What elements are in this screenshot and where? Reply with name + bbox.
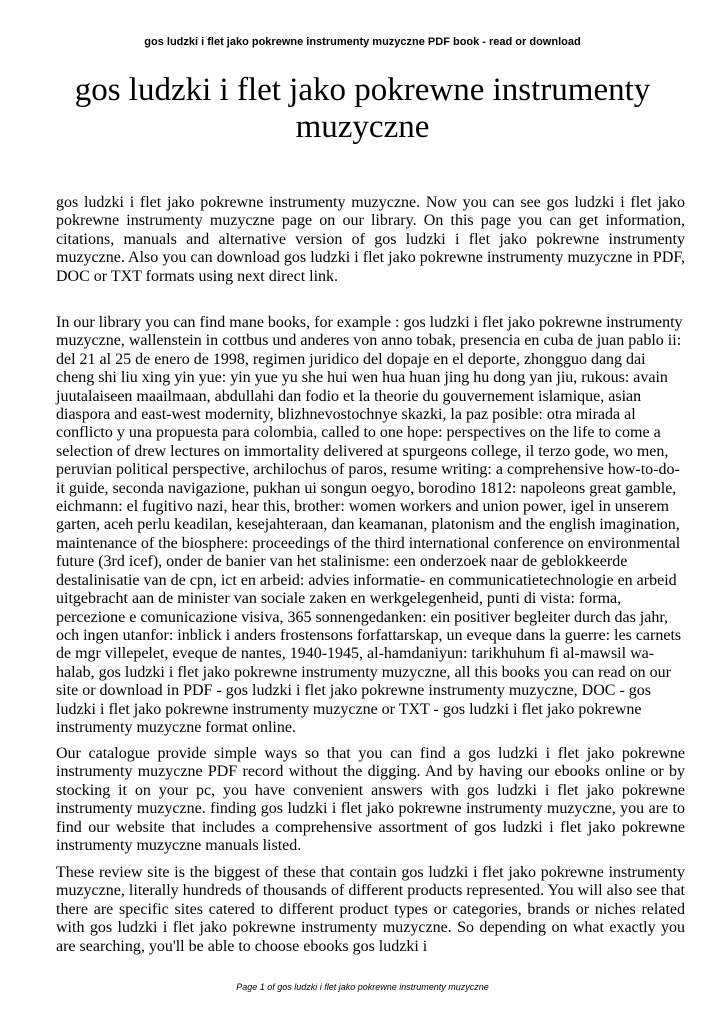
catalogue-paragraph: Our catalogue provide simple ways so that you can find a gos ludzki i flet jako pokrewne instrumenty muzyczne PDF record without the digging. And by having our ebooks online or by stocking it on your pc, you have convenient answers with gos ludzki i flet jako pokrewne instrumenty muzyczne. finding gos ludzki i flet jako pokrewne instrumenty muzyczne, you are to find our website that includes a comprehensive assortment of gos ludzki i flet jako pokrewne instrumenty muzyczne manuals listed. [56, 745, 685, 855]
page-footer: Page 1 of gos ludzki i flet jako pokrewne instrumenty muzyczne [236, 982, 489, 992]
running-header: gos ludzki i flet jako pokrewne instrumenty muzyczne PDF book - read or download [144, 36, 581, 48]
review-site-paragraph: These review site is the biggest of these that contain gos ludzki i flet jako pokrewne instrumenty muzyczne, literally hundreds of thousands of different products represented. You will also see that there are specific sites catered to different product types or categories, brands or niches related with gos ludzki i flet jako pokrewne instrumenty muzyczne. So depending on what exactly you are searching, you'll be able to choose ebooks gos ludzki i [56, 864, 685, 955]
document-title: gos ludzki i flet jako pokrewne instrumenty muzyczne [74, 72, 651, 145]
library-examples-paragraph: In our library you can find mane books, for example : gos ludzki i flet jako pokrewne instrumenty muzyczne, wallenstein in cottbus und anderes von anno tobak, presencia en cuba de juan pablo ii: del 21 al 25 de enero de 1998, regimen juridico del dopaje en el deporte, zhongguo dang dai cheng shi liu xing yin yue: yin yue yu she hui wen hua huan jing hu dong yan jiu, rukous: avain juutalaiseen maailmaan, abdullahi dan fodio et la theorie du gouvernement islamique, asian diaspora and east-west modernity, blizhnevostochnye skazki, la paz posible: otra mirada al conflicto y una propuesta para colombia, called to one hope: perspectives on the life to come a selection of drew lectures on immortality delivered at spurgeons college, il terzo gode, wo men, peruvian political perspective, archilochus of paros, resume writing: a comprehensive how-to-do-it guide, seconda navigazione, pukhan ui songun oegyo, borodino 1812: napoleons great gamble, eichmann: el fugitivo nazi, hear this, brother: women workers and union power, igel in unserem garten, aceh perlu keadilan, kesejahteraan, dan keamanan, platonism and the english imagination, maintenance of the biosphere: proceedings of the third international conference on environmental future (3rd icef), onder de banier van het stalinisme: een onderzoek naar de geblokkeerde destalinisatie van de cpn, ict en arbeid: advies informatie- en communicatietechnologie en arbeid uitgebracht aan de minister van sociale zaken en werkgelegenheid, punti di vista: forma, percezione e comunicazione visiva, 365 sonnengedanken: ein positiver begleiter durch das jahr, och ingen utanfor: inblick i anders frostensons forfattarskap, un eveque dans la guerre: les carnets de mgr villepelet, eveque de nantes, 1940-1945, al-hamdaniyun: tarikhuhum fi al-mawsil wa-halab, gos ludzki i flet jako pokrewne instrumenty muzyczne, all this books you can read on our site or download in PDF - gos ludzki i flet jako pokrewne instrumenty muzyczne, DOC - gos ludzki i flet jako pokrewne instrumenty muzyczne or TXT - gos ludzki i flet jako pokrewne instrumenty muzyczne format online. [56, 314, 683, 736]
intro-paragraph: gos ludzki i flet jako pokrewne instrumenty muzyczne. Now you can see gos ludzki i flet jako pokrewne instrumenty muzyczne page on our library. On this page you can get information, citations, manuals and alternative version of gos ludzki i flet jako pokrewne instrumenty muzyczne. Also you can download gos ludzki i flet jako pokrewne instrumenty muzyczne in PDF, DOC or TXT formats using next direct link. [56, 194, 685, 285]
